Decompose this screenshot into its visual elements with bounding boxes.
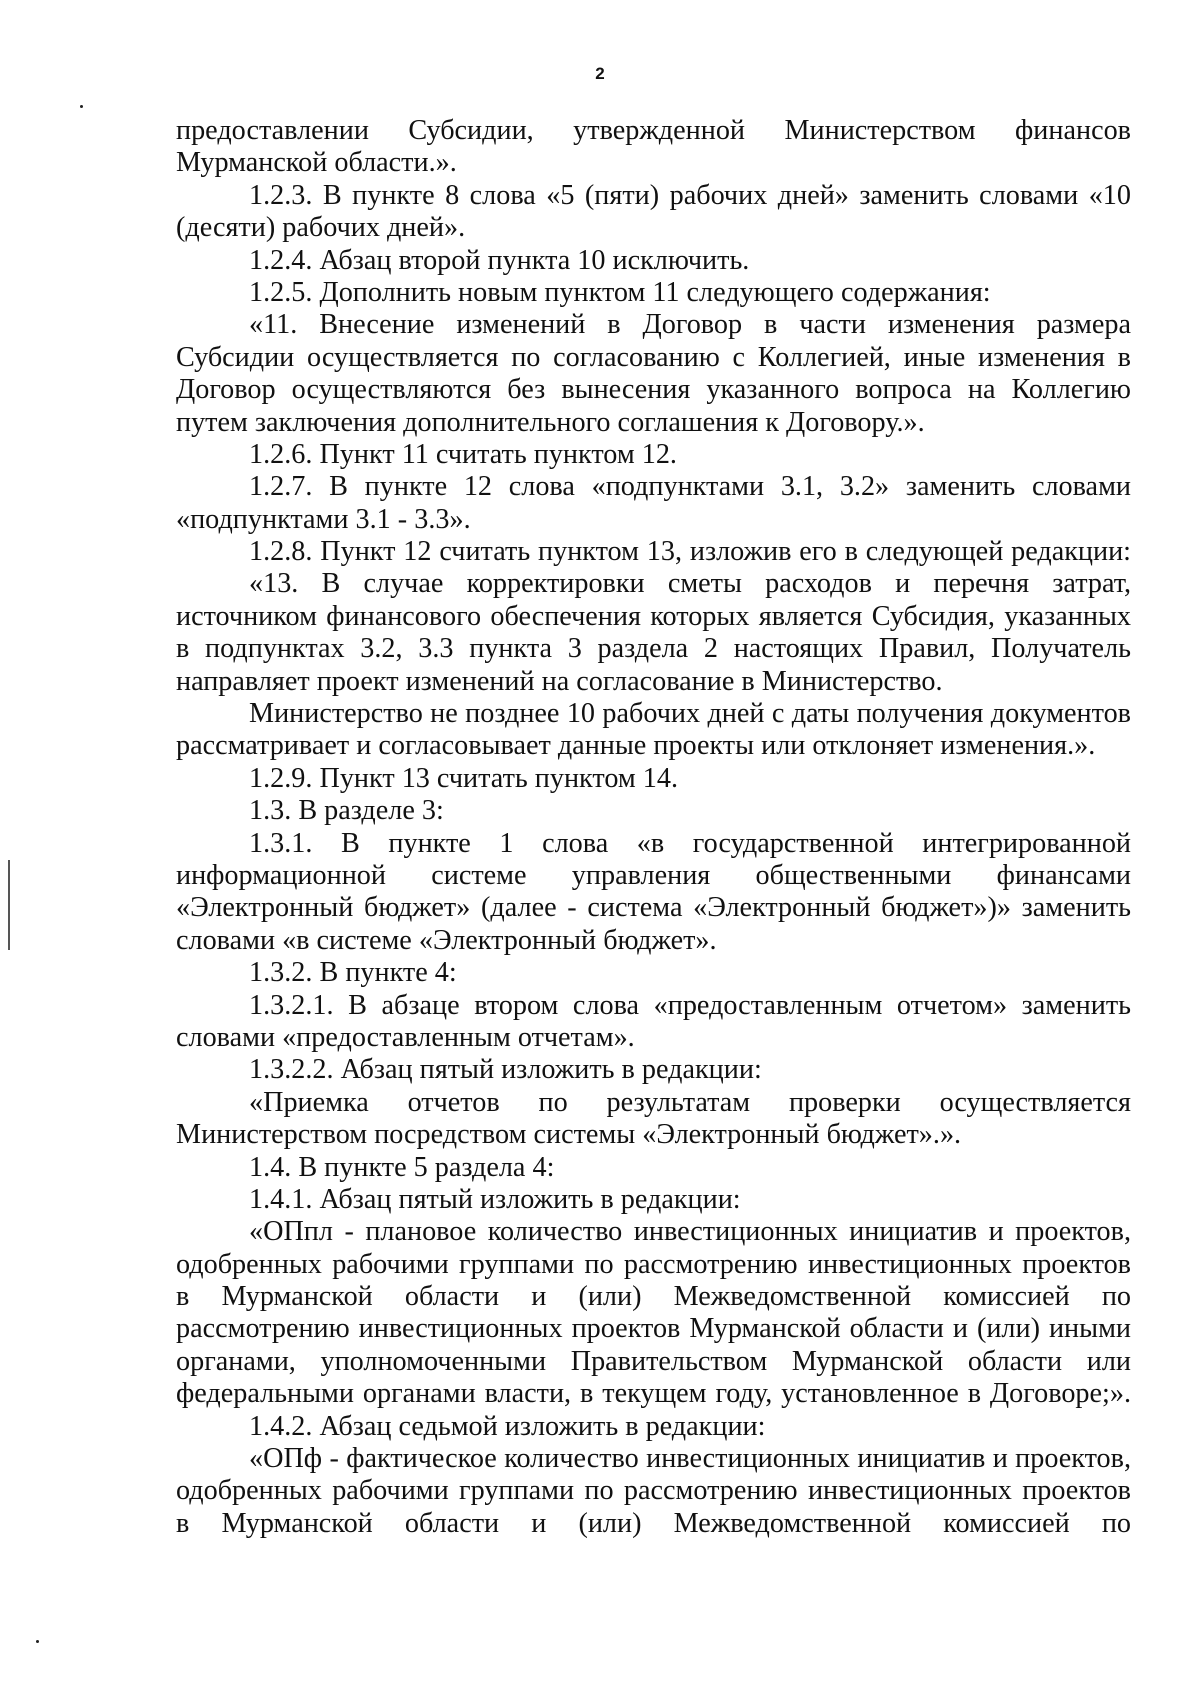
text-line: источником финансового обеспечения которых является Субсидия, указанных: [176, 600, 1131, 632]
scan-speck: [80, 105, 83, 108]
text-line: 1.3. В разделе 3:: [249, 795, 444, 827]
text-line: «ОПпл - плановое количество инвестиционных инициатив и проектов,: [249, 1216, 1131, 1248]
text-line: «11. Внесение изменений в Договор в части изменения размера: [249, 309, 1131, 341]
text-line: «Приемка отчетов по результатам проверки осуществляется: [249, 1086, 1131, 1118]
text-line: 1.2.9. Пункт 13 считать пунктом 14.: [249, 762, 679, 794]
text-line: Министерством посредством системы «Электронный бюджет».».: [176, 1119, 962, 1151]
text-line: «13. В случае корректировки сметы расходов и перечня затрат,: [249, 568, 1131, 600]
text-line: путем заключения дополнительного соглашения к Договору.».: [176, 406, 925, 438]
text-line: 1.4. В пункте 5 раздела 4:: [249, 1151, 555, 1183]
text-line: 1.3.2.2. Абзац пятый изложить в редакции:: [249, 1054, 762, 1086]
text-line: федеральными органами власти, в текущем году, установленное в Договоре;».: [176, 1378, 1131, 1410]
document-body: [176, 115, 1131, 1540]
text-line: 1.4.2. Абзац седьмой изложить в редакции:: [249, 1410, 766, 1442]
text-line: 1.3.2. В пункте 4:: [249, 957, 457, 989]
text-line: «Электронный бюджет» (далее - система «Электронный бюджет»)» заменить: [176, 892, 1131, 924]
text-line: направляет проект изменений на согласование в Министерство.: [176, 665, 943, 697]
text-line: в Мурманской области и (или) Межведомственной комиссией по: [176, 1507, 1131, 1539]
text-line: 1.2.6. Пункт 11 считать пунктом 12.: [249, 438, 677, 470]
text-line: «подпунктами 3.1 - 3.3».: [176, 503, 471, 535]
text-line: (десяти) рабочих дней».: [176, 212, 466, 244]
text-line: 1.4.1. Абзац пятый изложить в редакции:: [249, 1183, 741, 1215]
text-line: 1.2.3. В пункте 8 слова «5 (пяти) рабочих дней» заменить словами «10: [249, 179, 1131, 211]
text-line: Мурманской области.».: [176, 147, 457, 179]
text-line: Договор осуществляются без вынесения указанного вопроса на Коллегию: [176, 374, 1131, 406]
text-line: словами «предоставленным отчетам».: [176, 1021, 635, 1053]
text-line: 1.3.1. В пункте 1 слова «в государственной интегрированной: [249, 827, 1131, 859]
text-line: «ОПф - фактическое количество инвестиционных инициатив и проектов,: [249, 1443, 1131, 1475]
text-line: предоставлении Субсидии, утвержденной Министерством финансов: [176, 115, 1131, 146]
text-line: 1.2.7. В пункте 12 слова «подпунктами 3.1, 3.2» заменить словами: [249, 471, 1131, 503]
text-line: одобренных рабочими группами по рассмотрению инвестиционных проектов: [176, 1248, 1131, 1280]
text-line: рассматривает и согласовывает данные проекты или отклоняет изменения.».: [176, 730, 1096, 762]
text-line: 1.2.8. Пункт 12 считать пунктом 13, изложив его в следующей редакции:: [249, 536, 1131, 568]
text-line: 1.3.2.1. В абзаце втором слова «предоставленным отчетом» заменить: [249, 989, 1131, 1021]
text-line: 1.2.5. Дополнить новым пунктом 11 следующего содержания:: [249, 276, 991, 308]
text-line: Министерство не позднее 10 рабочих дней с даты получения документов: [249, 698, 1131, 730]
text-line: рассмотрению инвестиционных проектов Мурманской области и (или) иными: [176, 1313, 1131, 1345]
page-number: 2: [595, 64, 605, 83]
text-line: Субсидии осуществляется по согласованию с Коллегией, иные изменения в: [176, 341, 1131, 373]
text-line: органами, уполномоченными Правительством Мурманской области или: [176, 1345, 1131, 1377]
scan-edge-mark: [8, 860, 10, 950]
scan-speck: [36, 1640, 39, 1643]
text-line: 1.2.4. Абзац второй пункта 10 исключить.: [249, 244, 750, 276]
text-line: в Мурманской области и (или) Межведомственной комиссией по: [176, 1281, 1131, 1313]
text-line: в подпунктах 3.2, 3.3 пункта 3 раздела 2 настоящих Правил, Получатель: [176, 633, 1131, 665]
text-line: информационной системе управления общественными финансами: [176, 859, 1131, 891]
text-line: одобренных рабочими группами по рассмотрению инвестиционных проектов: [176, 1475, 1131, 1507]
text-line: словами «в системе «Электронный бюджет».: [176, 924, 717, 956]
